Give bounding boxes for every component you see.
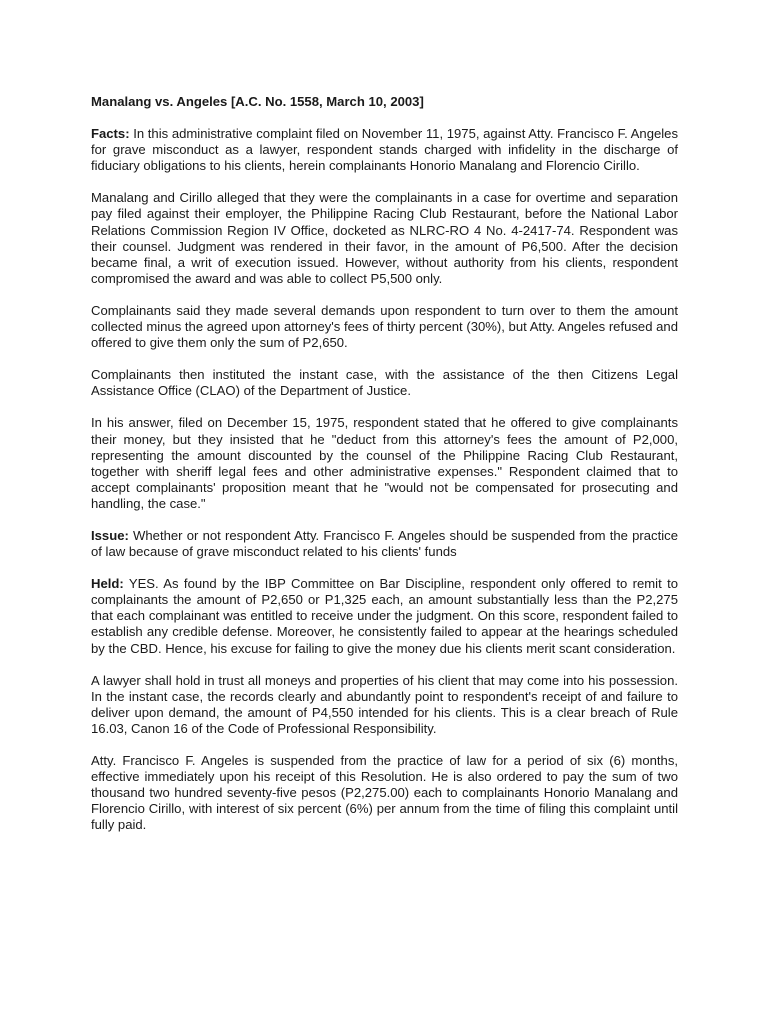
demands-text: Complainants said they made several demands upon respondent to turn over to them the amount collected minus the agreed upon attorney's fees of thirty percent (30%), but Atty. Angeles refused and offered to give them only the sum of P2,650.	[91, 302, 678, 351]
held-paragraph	[91, 576, 678, 656]
answer-paragraph	[91, 415, 678, 512]
trust-text: A lawyer shall hold in trust all moneys and properties of his client that may come into his possession. In the instant case, the records clearly and abundantly point to respondent's receipt of and failure to deliver upon demand, the amount of P4,550 intended for his clients. This is a clear breach of Rule 16.03, Canon 16 of the Code of Professional Responsibility.	[91, 672, 678, 736]
case-title: Manalang vs. Angeles [A.C. No. 1558, March 10, 2003]	[91, 94, 424, 109]
allegation-paragraph	[91, 190, 678, 287]
held-label: Held:	[91, 576, 124, 592]
instituted-text: Complainants then instituted the instant case, with the assistance of the then Citizens Legal Assistance Office (CLAO) of the Department of Justice.	[91, 367, 678, 399]
facts-paragraph	[91, 126, 678, 174]
issue-label: Issue:	[91, 527, 129, 543]
facts-text: In this administrative complaint filed on November 11, 1975, against Atty. Francisco F. Angeles for grave misconduct as a lawyer, respondent stands charged with infidelity in the discharge of fiduciary obligations to his clients, herein complainants Honorio Manalang and Florencio Cirillo.	[91, 126, 678, 174]
held-text: YES. As found by the IBP Committee on Bar Discipline, respondent only offered to remit to complainants the amount of P2,650 or P1,325 each, an amount substantially less than the P2,275 that each complainant was entitled to receive under the judgment. On this score, respondent failed to establish any credible defense. Moreover, he consistently failed to appear at the hearings scheduled by the CBD. Hence, his excuse for failing to give the money due his clients merit scant consideration.	[91, 576, 678, 656]
facts-label: Facts:	[91, 126, 130, 142]
document-page	[91, 94, 678, 849]
answer-text: In his answer, filed on December 15, 1975, respondent stated that he offered to give complainants their money, but they insisted that he "deduct from this attorney's fees the amount of P2,000, representing the amount discounted by the counsel of the Philippine Racing Club Restaurant, together with sheriff legal fees and other administrative expenses." Respondent claimed that to accept complainants' proposition meant that he "would not be compensated for prosecuting and handling, the case."	[91, 415, 678, 511]
allegation-text: Manalang and Cirillo alleged that they were the complainants in a case for overtime and separation pay filed against their employer, the Philippine Racing Club Restaurant, before the National Labor Relations Commission Region IV Office, docketed as NLRC-RO 4 No. 4-2417-74. Respondent was their counsel. Judgment was rendered in their favor, in the amount of P6,500. After the decision became final, a writ of execution issued. However, without authority from his clients, respondent compromised the award and was able to collect P5,500 only.	[91, 190, 678, 286]
demands-paragraph	[91, 303, 678, 351]
issue-paragraph	[91, 528, 678, 560]
instituted-paragraph	[91, 367, 678, 399]
trust-paragraph	[91, 673, 678, 737]
issue-text: Whether or not respondent Atty. Francisco F. Angeles should be suspended from the practice of law because of grave misconduct related to his clients' funds	[91, 527, 678, 560]
ruling-text: Atty. Francisco F. Angeles is suspended from the practice of law for a period of six (6) months, effective immediately upon his receipt of this Resolution. He is also ordered to pay the sum of two thousand two hundred seventy-five pesos (P2,275.00) each to complainants Honorio Manalang and Florencio Cirillo, with interest of six percent (6%) per annum from the time of filing this complaint until fully paid.	[91, 753, 678, 833]
ruling-paragraph	[91, 753, 678, 833]
